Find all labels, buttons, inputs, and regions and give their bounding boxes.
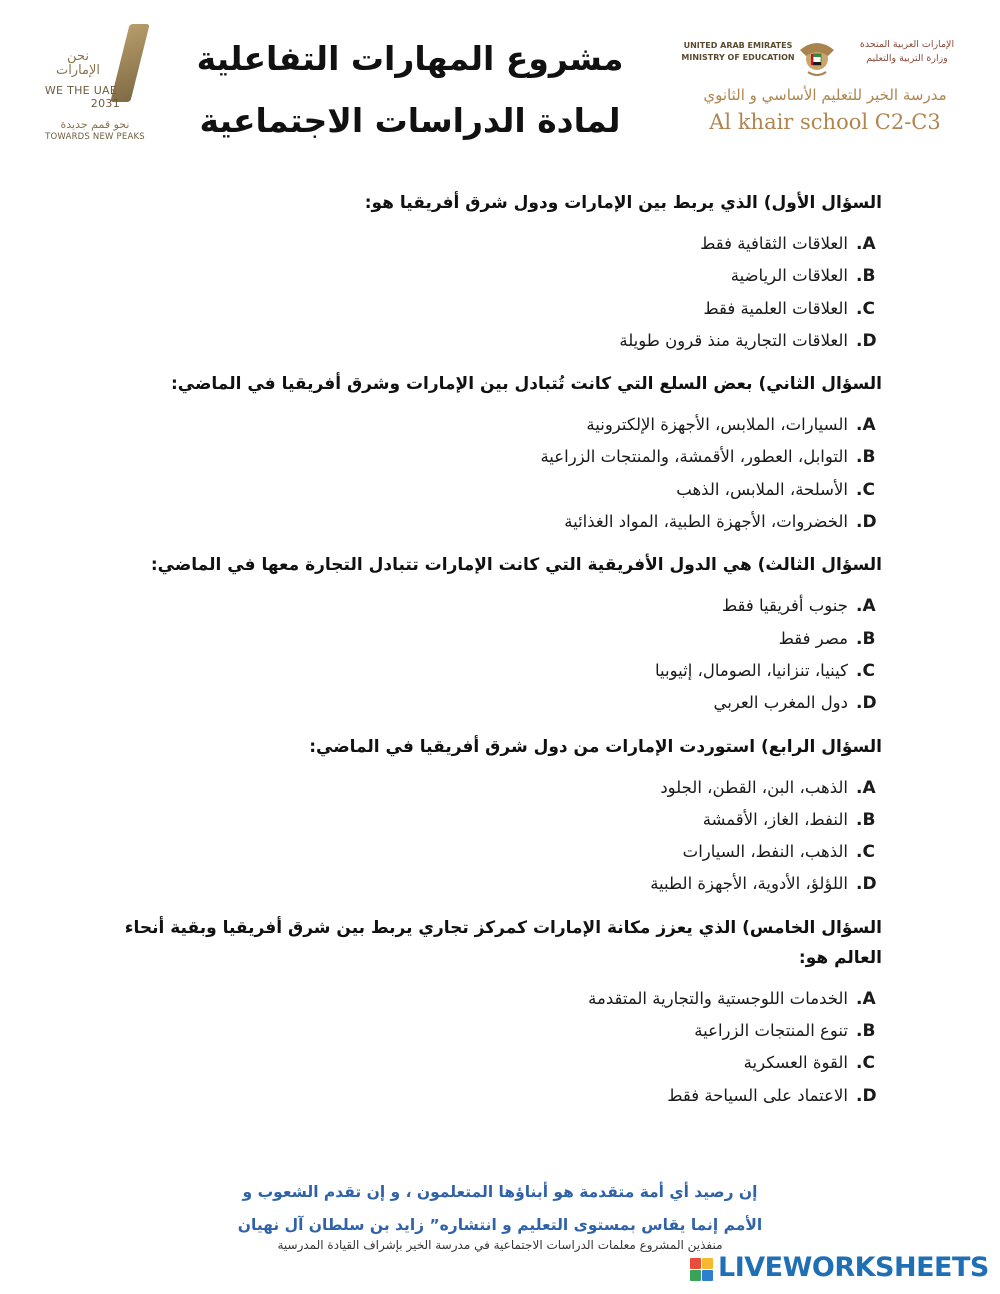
options-list: [90, 409, 882, 538]
option-a[interactable]: [90, 772, 882, 804]
option-letter: A.: [856, 988, 876, 1009]
ministry-header: [660, 34, 980, 144]
option-text: التوابل، العطور، الأقمشة، والمنتجات الزراعية: [540, 447, 848, 467]
option-text: مصر فقط: [778, 628, 848, 648]
option-c[interactable]: [90, 836, 882, 868]
option-text: جنوب أفريقيا فقط: [721, 596, 848, 616]
option-letter: D.: [856, 512, 877, 533]
option-c[interactable]: [90, 474, 882, 506]
option-letter: C.: [856, 1053, 875, 1074]
option-text: النفط، الغاز، الأقمشة: [702, 809, 848, 829]
option-letter: A.: [856, 234, 876, 254]
option-text: القوة العسكرية: [743, 1053, 848, 1073]
logo-arabic-text: [40, 50, 116, 78]
question-text: السؤال الخامس) الذي يعزز مكانة الإمارات كمركز تجاري يربط بين شرق أفريقيا وبقية أنحاء العالم هو:: [124, 917, 882, 968]
option-text: كينيا، تنزانيا، الصومال، إثيوبيا: [655, 660, 848, 680]
question-4: [90, 732, 882, 901]
title-line1: مشروع المهارات التفاعلية: [196, 39, 624, 78]
option-b[interactable]: [90, 1015, 882, 1047]
option-letter: D.: [856, 330, 877, 351]
option-letter: D.: [856, 874, 877, 895]
option-b[interactable]: [90, 623, 882, 655]
liveworksheets-wordmark: LIVEWORKSHEETS: [718, 1252, 989, 1283]
option-text: العلاقات الرياضية: [730, 266, 848, 286]
option-c[interactable]: [90, 655, 882, 687]
option-text: تنوع المنتجات الزراعية: [694, 1021, 848, 1041]
options-list: [90, 983, 882, 1112]
option-letter: C.: [856, 842, 875, 863]
ministry-ar-line2: وزارة التربية والتعليم: [866, 53, 948, 64]
logo-english-text: [40, 84, 122, 110]
option-text: العلاقات العلمية فقط: [703, 298, 848, 318]
title-line2: لمادة الدراسات الاجتماعية: [199, 101, 621, 140]
liveworksheets-blocks-icon: [690, 1258, 714, 1282]
option-d[interactable]: [90, 1080, 882, 1112]
option-a[interactable]: [90, 409, 882, 441]
option-a[interactable]: [90, 983, 882, 1015]
logo-tagline-en: TOWARDS NEW PEAKS: [45, 132, 145, 142]
ministry-arabic: [842, 38, 972, 66]
ministry-ar-line1: الإمارات العربية المتحدة: [859, 39, 955, 50]
project-credit: منفذين المشروع معلمات الدراسات الاجتماعية في مدرسة الخير بإشراف القيادة المدرسية: [277, 1238, 723, 1252]
ministry-english: [678, 40, 798, 64]
options-list: [90, 590, 882, 719]
liveworksheets-logo[interactable]: [690, 1254, 990, 1284]
option-c[interactable]: [90, 1047, 882, 1079]
option-a[interactable]: [90, 590, 882, 622]
option-c[interactable]: [90, 293, 882, 325]
option-text: الخدمات اللوجستية والتجارية المتقدمة: [588, 988, 848, 1008]
founder-quote: [150, 1176, 850, 1242]
option-text: السيارات، الملابس، الأجهزة الإلكترونية: [586, 415, 848, 435]
option-text: الذهب، النفط، السيارات: [682, 842, 848, 862]
option-text: العلاقات الثقافية فقط: [700, 234, 848, 253]
logo-en-line1: WE THE UAE: [44, 84, 118, 97]
ministry-en-line1: UNITED ARAB EMIRATES: [683, 41, 793, 50]
option-text: العلاقات التجارية منذ قرون طويلة: [619, 330, 848, 350]
option-b[interactable]: [90, 441, 882, 473]
option-letter: C.: [856, 660, 875, 681]
options-list: [90, 228, 882, 357]
uae-emblem-icon: [794, 34, 840, 80]
option-letter: B.: [856, 1021, 876, 1042]
option-letter: B.: [856, 447, 876, 468]
questions-list: [90, 188, 882, 1124]
option-letter: B.: [856, 266, 876, 287]
logo-ar-line2: الإمارات: [55, 63, 101, 78]
ministry-en-line2: MINISTRY OF EDUCATION: [681, 53, 795, 62]
option-letter: C.: [856, 479, 875, 500]
option-letter: D.: [856, 1085, 877, 1106]
option-text: دول المغرب العربي: [713, 693, 848, 713]
option-letter: B.: [856, 809, 876, 830]
option-letter: A.: [856, 777, 876, 798]
option-letter: A.: [856, 415, 876, 436]
option-d[interactable]: [90, 868, 882, 900]
question-text: السؤال الثالث) هي الدول الأفريقية التي كانت الإمارات تتبادل التجارة معها في الماضي:: [150, 555, 882, 576]
page-title: [190, 28, 630, 152]
option-text: الأسلحة، الملابس، الذهب: [676, 479, 848, 499]
option-b[interactable]: [90, 260, 882, 292]
question-3: [90, 550, 882, 719]
option-letter: D.: [856, 693, 877, 714]
question-1: [90, 188, 882, 357]
option-text: الذهب، البن، القطن، الجلود: [660, 777, 848, 797]
option-d[interactable]: [90, 506, 882, 538]
logo-year: 2031: [90, 97, 120, 110]
option-letter: C.: [856, 298, 875, 319]
we-the-uae-2031-logo: [40, 22, 150, 147]
option-letter: A.: [856, 596, 876, 617]
option-a[interactable]: [90, 228, 882, 260]
question-2: [90, 369, 882, 538]
logo-ar-line1: نحن: [67, 49, 89, 64]
quote-line1: إن رصيد أي أمة متقدمة هو أبناؤها المتعلمون ، و إن تقدم الشعوب و: [242, 1183, 758, 1201]
option-b[interactable]: [90, 804, 882, 836]
question-text: السؤال الثاني) بعض السلع التي كانت تُتبادل بين الإمارات وشرق أفريقيا في الماضي:: [171, 374, 882, 395]
school-name-english: Al khair school C2-C3: [709, 110, 941, 134]
question-text: السؤال الأول) الذي يربط بين الإمارات ودول شرق أفريقيا هو:: [364, 193, 882, 213]
option-d[interactable]: [90, 325, 882, 357]
question-5: [90, 913, 882, 1112]
option-text: الخضروات، الأجهزة الطبية، المواد الغذائية: [564, 512, 848, 532]
option-text: اللؤلؤ، الأدوية، الأجهزة الطبية: [650, 874, 848, 894]
school-name-arabic: مدرسة الخير للتعليم الأساسي و الثانوي: [703, 86, 947, 104]
question-text: السؤال الرابع) استوردت الإمارات من دول شرق أفريقيا في الماضي:: [309, 736, 882, 757]
logo-tagline-ar: نحو قمم جديدة: [60, 118, 130, 131]
options-list: [90, 772, 882, 901]
option-letter: B.: [856, 628, 876, 649]
option-text: الاعتماد على السياحة فقط: [667, 1085, 848, 1105]
quote-line2: الأمم إنما يقاس بمستوى التعليم و انتشاره” زايد بن سلطان آل نهيان: [237, 1216, 763, 1234]
option-d[interactable]: [90, 687, 882, 719]
